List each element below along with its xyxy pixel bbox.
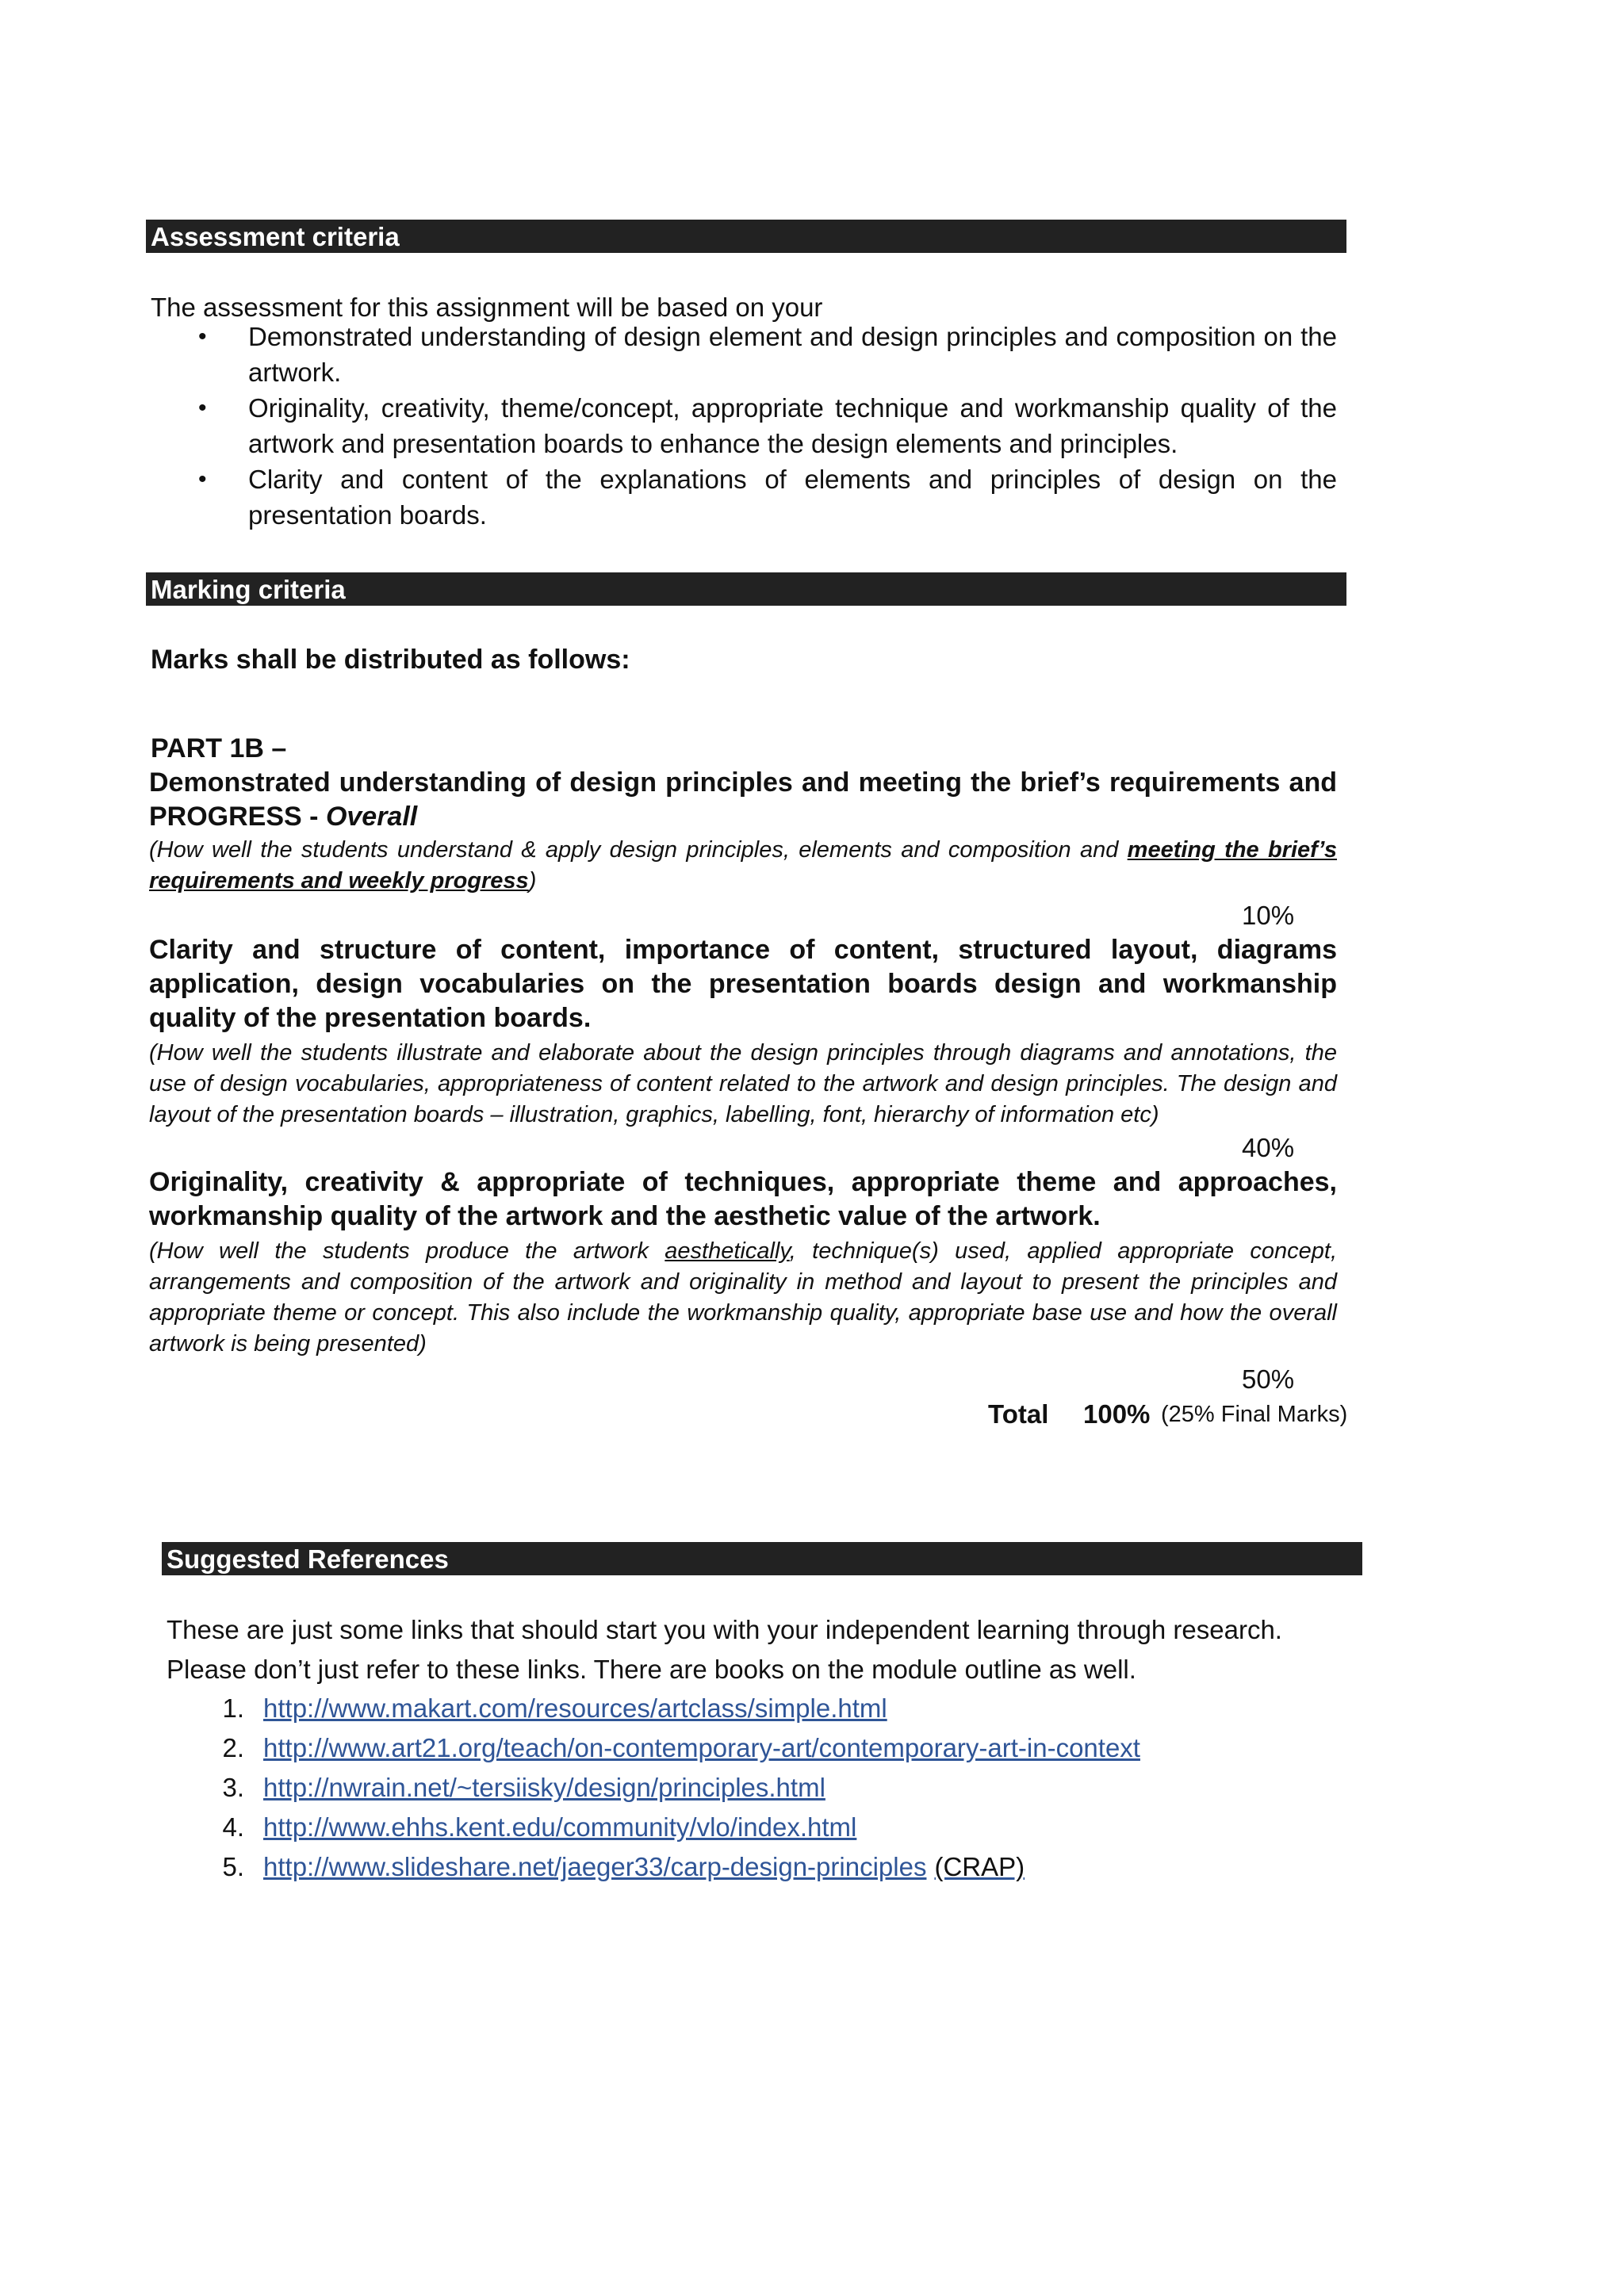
- criterion-1-title: [149, 766, 1337, 834]
- list-item: [149, 461, 1337, 533]
- total-note: (25% Final Marks): [1161, 1402, 1348, 1427]
- criterion-1-note: [149, 835, 1337, 897]
- assessment-bullet-list: [149, 319, 1337, 533]
- criterion-3-note: [149, 1236, 1337, 1360]
- total-row: [952, 1397, 1348, 1432]
- note-text-end: , technique(s) used, applied appropriate concept, arrangements and composition of the artwork and originality in method and layout to present the principles and appropriate theme or concept. This also include the workmanship quality, appropriate base use and how the overall artwork is being presented): [149, 1238, 1337, 1357]
- list-number: 3.: [222, 1773, 244, 1802]
- list-item: [149, 390, 1337, 461]
- list-number: 1.: [222, 1693, 244, 1723]
- note-underlined: aesthetically: [665, 1238, 790, 1264]
- criterion-2-percent: 40%: [1242, 1133, 1295, 1162]
- list-item: [149, 319, 1337, 390]
- bullet-text: Originality, creativity, theme/concept, appropriate technique and workmanship quality of the artwork and presentation boards to enhance the design elements and principles.: [248, 393, 1337, 458]
- bullet-text: Clarity and content of the explanations of elements and principles of design on the presentation boards.: [248, 465, 1337, 530]
- list-number: 2.: [222, 1733, 244, 1762]
- bullet-icon: •: [198, 395, 207, 421]
- marks-distribution-text: Marks shall be distributed as follows:: [151, 645, 630, 675]
- criterion-1-title-text: Demonstrated understanding of design principles and meeting the brief’s requirements and PROGRESS -: [149, 767, 1337, 832]
- marking-criteria-heading: Marking criteria: [146, 572, 1346, 606]
- list-number: 5.: [222, 1852, 244, 1881]
- assessment-intro: The assessment for this assignment will be based on your: [151, 293, 823, 322]
- criterion-1-percent: 10%: [1242, 901, 1295, 930]
- reference-link[interactable]: http://nwrain.net/~tersiisky/design/principles.html: [263, 1773, 825, 1802]
- note-text: (How well the students understand & apply design principles, elements and composition and: [149, 837, 1128, 863]
- criterion-3-percent: 50%: [1242, 1364, 1295, 1394]
- reference-link[interactable]: http://www.makart.com/resources/artclass/simple.html: [263, 1693, 887, 1723]
- criterion-3-title: Originality, creativity & appropriate of techniques, appropriate theme and approaches, workmanship quality of the artwork and the aesthetic value of the artwork.: [149, 1167, 1337, 1231]
- reference-link[interactable]: http://www.art21.org/teach/on-contemporary-art/contemporary-art-in-context: [263, 1733, 1140, 1762]
- criterion-2-title: Clarity and structure of content, importance of content, structured layout, diagrams application, design vocabularies on the presentation boards design and workmanship quality of the presentation boards.: [149, 935, 1337, 1033]
- bullet-icon: •: [198, 323, 207, 350]
- references-intro: These are just some links that should start you with your independent learning through research. Please don’t just refer to these links. There are books on the module outline as well.: [167, 1615, 1282, 1684]
- assessment-criteria-heading: Assessment criteria: [146, 220, 1346, 253]
- reference-suffix: (CRAP): [934, 1852, 1025, 1881]
- reference-link[interactable]: http://www.ehhs.kent.edu/community/vlo/index.html: [263, 1812, 857, 1842]
- reference-link[interactable]: [263, 1847, 1025, 1887]
- part-label: PART 1B –: [151, 733, 287, 763]
- criterion-2-note: (How well the students illustrate and elaborate about the design principles through diagrams and annotations, the use of design vocabularies, appropriateness of content related to the artwork and design principles. The design and layout of the presentation boards – illustration, graphics, labelling, font, hierarchy of information etc): [149, 1040, 1337, 1127]
- bullet-text: Demonstrated understanding of design element and design principles and composition on the artwork.: [248, 322, 1337, 387]
- note-emphasis: meeting the brief’s requirements and weekly progress: [149, 837, 1338, 894]
- list-number: 4.: [222, 1812, 244, 1842]
- total-label: Total: [988, 1399, 1049, 1429]
- reference-link-text[interactable]: http://www.slideshare.net/jaeger33/carp-design-principles: [263, 1852, 927, 1881]
- criterion-1-title-italic: Overall: [325, 802, 418, 832]
- note-text: (How well the students produce the artwork: [149, 1238, 665, 1264]
- note-text-end: ): [528, 868, 537, 894]
- suggested-references-heading: Suggested References: [162, 1542, 1362, 1575]
- total-value: 100%: [1083, 1399, 1151, 1429]
- bullet-icon: •: [198, 466, 207, 492]
